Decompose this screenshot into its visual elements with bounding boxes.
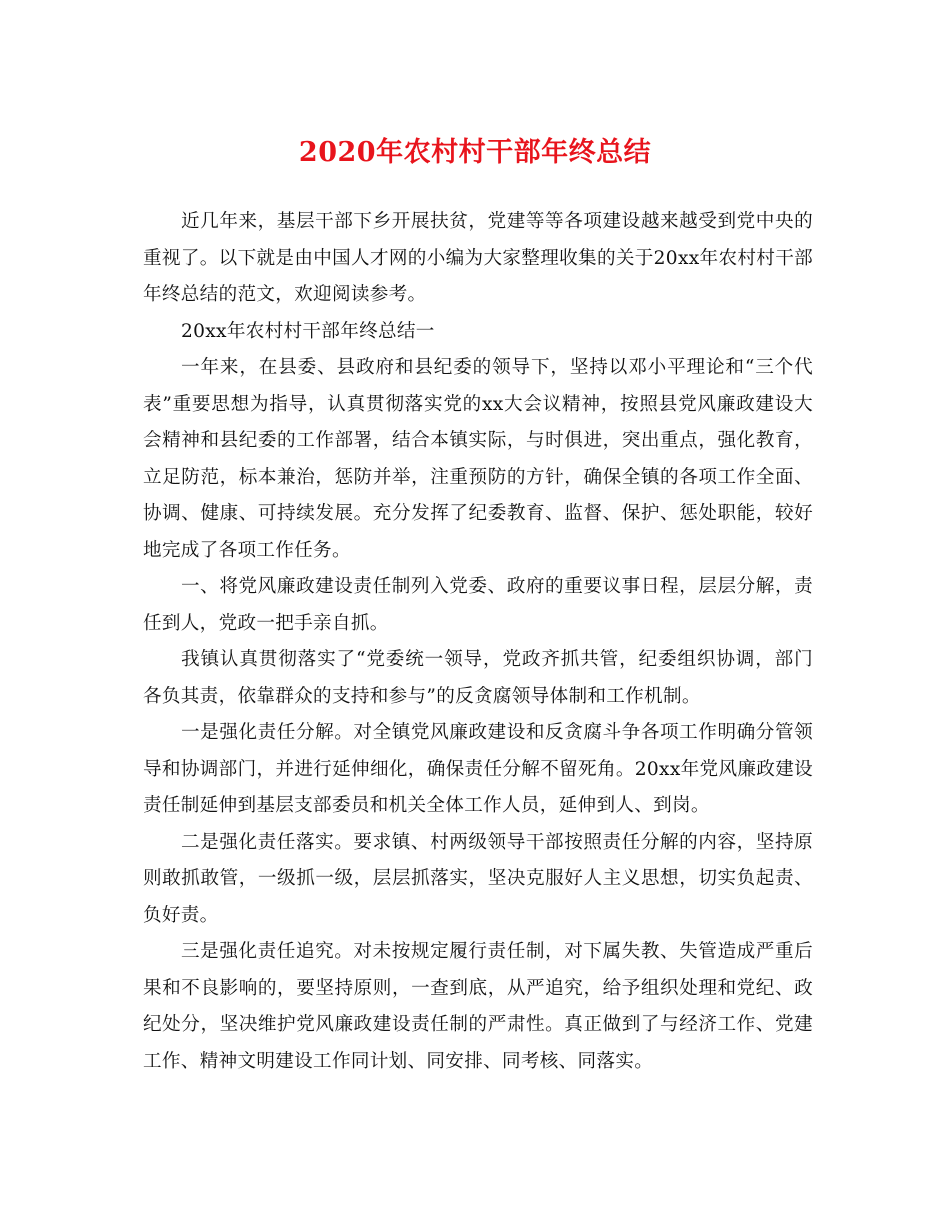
paragraph-section-heading: 20xx年农村村干部年终总结一 [181, 320, 435, 342]
document-title: 2020年农村村干部年终总结 [298, 137, 652, 168]
paragraph-point-one: 一、将党风廉政建设责任制列入党委、政府的重要议事日程，层层分解，责任到人，党政一把手亲自抓。 [143, 576, 813, 634]
paragraph-implementation: 我镇认真贯彻落实了“党委统一领导，党政齐抓共管，纪委组织协调，部门各负其责，依靠群众的支持和参与”的反贪腐领导体制和工作机制。 [143, 649, 813, 707]
paragraph-intro: 近几年来，基层干部下乡开展扶贫，党建等等各项建设越来越受到党中央的重视了。以下就是由中国人才网的小编为大家整理收集的关于20xx年农村村干部年终总结的范文，欢迎阅读参考。 [143, 211, 813, 305]
document-body [143, 204, 813, 1080]
paragraph-responsibility-division: 一是强化责任分解。对全镇党风廉政建设和反贪腐斗争各项工作明确分管领导和协调部门，并进行延伸细化，确保责任分解不留死角。20xx年党风廉政建设责任制延伸到基层支部委员和机关全体工作人员，延伸到人、到岗。 [143, 722, 813, 816]
paragraph-responsibility-accountability: 三是强化责任追究。对未按规定履行责任制，对下属失教、失管造成严重后果和不良影响的，要坚持原则，一查到底，从严追究，给予组织处理和党纪、政纪处分，坚决维护党风廉政建设责任制的严肃性。真正做到了与经济工作、党建工作、精神文明建设工作同计划、同安排、同考核、同落实。 [143, 941, 813, 1072]
paragraph-overview: 一年来，在县委、县政府和县纪委的领导下，坚持以邓小平理论和“三个代表”重要思想为指导，认真贯彻落实党的xx大会议精神，按照县党风廉政建设大会精神和县纪委的工作部署，结合本镇实际，与时俱进，突出重点，强化教育，立足防范，标本兼治，惩防并举，注重预防的方针，确保全镇的各项工作全面、协调、健康、可持续发展。充分发挥了纪委教育、监督、保护、惩处职能，较好地完成了各项工作任务。 [143, 357, 813, 561]
paragraph-responsibility-implementation: 二是强化责任落实。要求镇、村两级领导干部按照责任分解的内容，坚持原则敢抓敢管，一级抓一级，层层抓落实，坚决克服好人主义思想，切实负起责、负好责。 [143, 831, 813, 926]
